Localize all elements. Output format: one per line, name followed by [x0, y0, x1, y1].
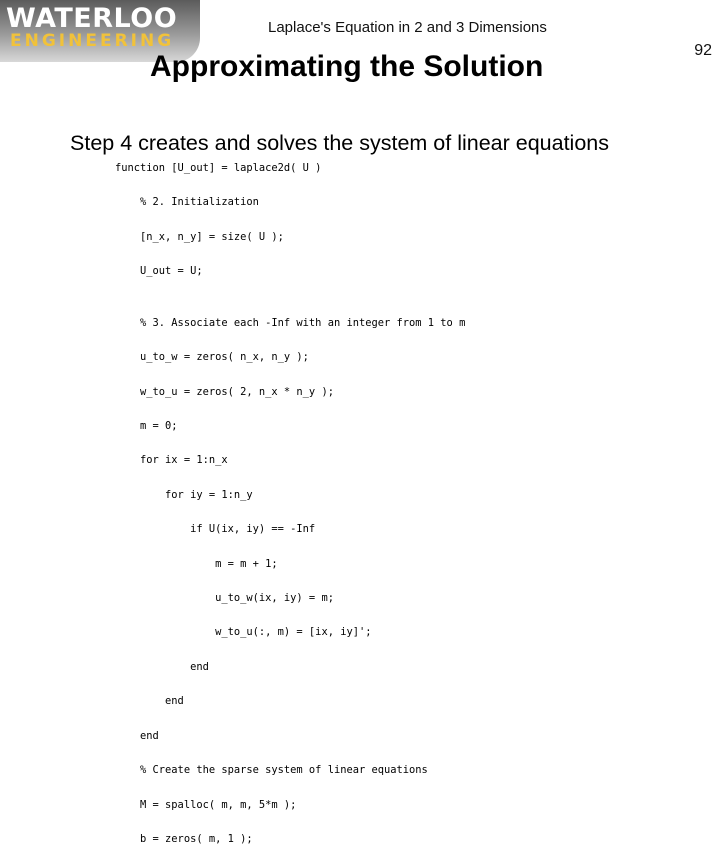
code-line: m = m + 1; [115, 557, 278, 570]
logo-wordmark-waterloo: WATERLOO [6, 3, 178, 34]
page-number: 92 [694, 42, 712, 59]
slide-subheading: Step 4 creates and solves the system of linear equations [70, 131, 610, 155]
code-line: if U(ix, iy) == -Inf [115, 523, 316, 536]
logo-wordmark-engineering: ENGINEERING [10, 31, 175, 51]
code-line: % Create the sparse system of linear equations [115, 764, 428, 777]
code-line: m = 0; [115, 420, 178, 433]
code-line: w_to_u(:, m) = [ix, iy]'; [115, 626, 372, 639]
slide-title: Approximating the Solution [150, 50, 544, 83]
code-block [115, 160, 465, 865]
code-line: end [115, 729, 159, 742]
code-line: % 3. Associate each -Inf with an integer from 1 to m [115, 316, 466, 329]
header-title: Laplace's Equation in 2 and 3 Dimensions [268, 19, 547, 36]
code-line: w_to_u = zeros( 2, n_x * n_y ); [115, 385, 334, 398]
code-line: [n_x, n_y] = size( U ); [115, 230, 284, 243]
code-line: for iy = 1:n_y [115, 488, 253, 501]
code-line: b = zeros( m, 1 ); [115, 832, 253, 845]
code-line: u_to_w = zeros( n_x, n_y ); [115, 351, 309, 364]
code-line: end [115, 660, 209, 673]
code-line: for ix = 1:n_x [115, 454, 228, 467]
code-line: function [U_out] = laplace2d( U ) [115, 162, 322, 174]
code-line: % 2. Initialization [115, 196, 259, 209]
code-line: u_to_w(ix, iy) = m; [115, 592, 334, 605]
code-line: M = spalloc( m, m, 5*m ); [115, 798, 297, 811]
code-line: end [115, 695, 184, 708]
code-line: U_out = U; [115, 265, 203, 278]
